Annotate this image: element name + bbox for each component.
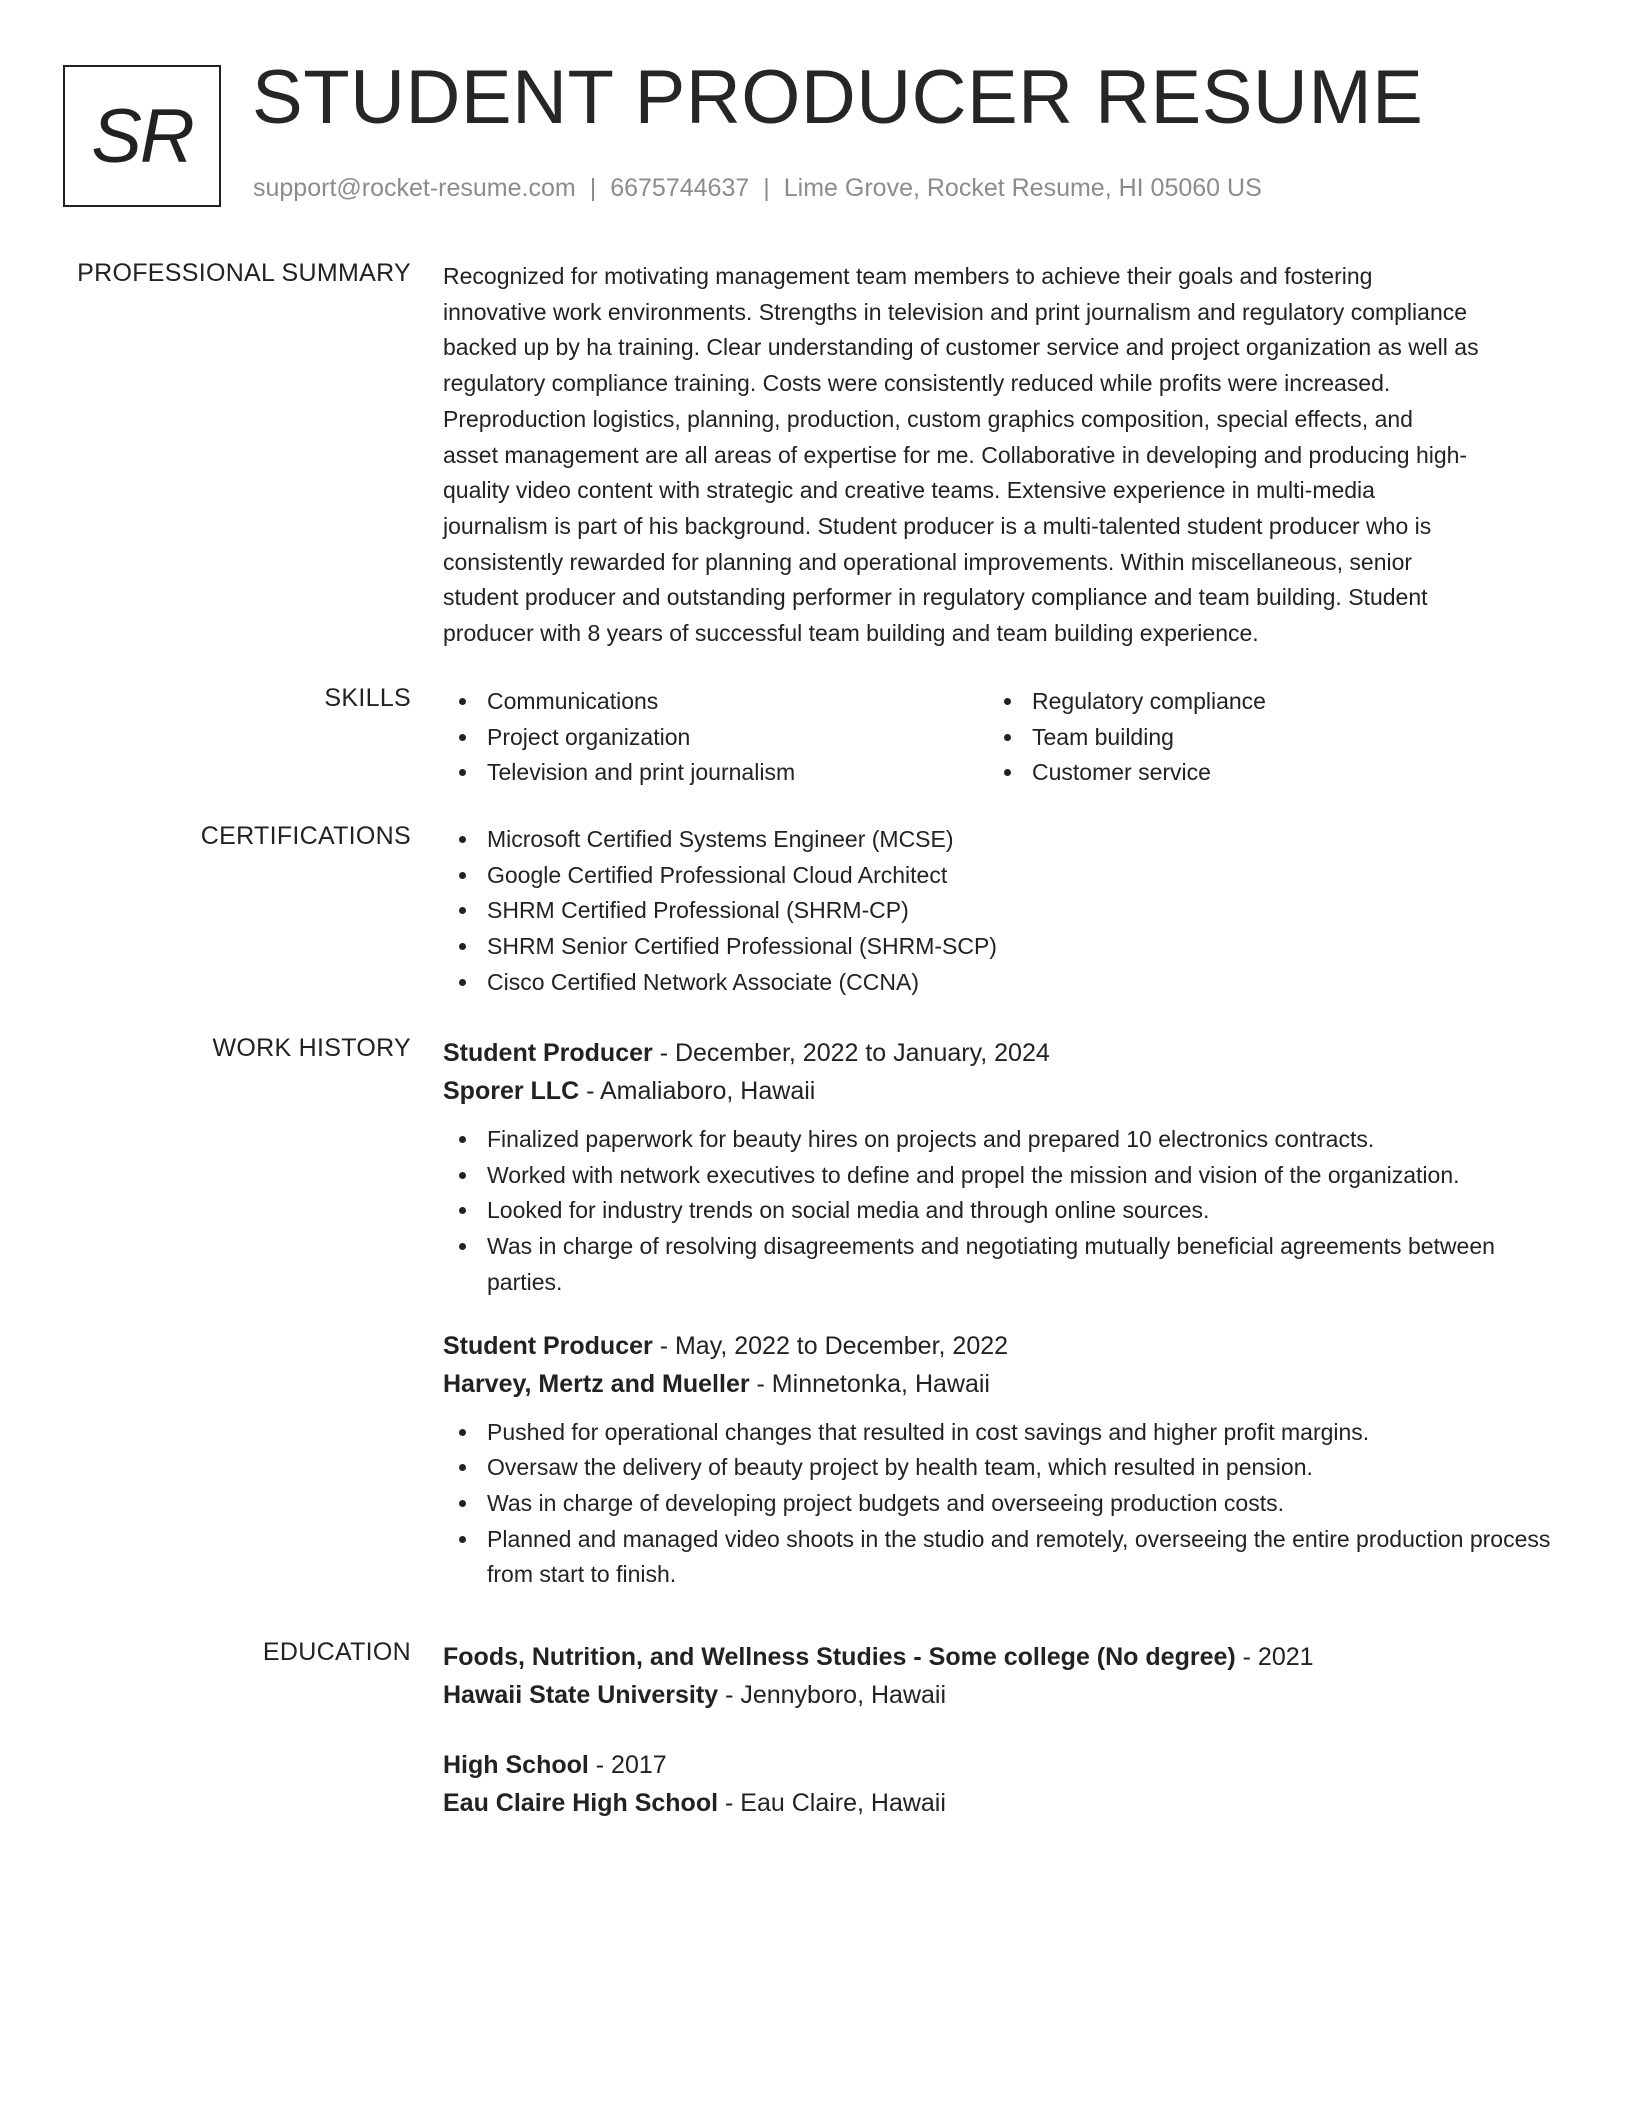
education-year: - 2017 xyxy=(588,1751,667,1779)
work-history-body xyxy=(443,1034,1553,1593)
job-company-line xyxy=(443,1072,1553,1110)
education-degree: Foods, Nutrition, and Wellness Studies - Some college (No degree) xyxy=(443,1643,1236,1671)
contact-separator: | xyxy=(589,174,597,202)
education-degree-line xyxy=(443,1746,1553,1784)
job-duty: Was in charge of developing project budgets and overseeing production costs. xyxy=(443,1486,1553,1522)
education-body xyxy=(443,1638,1553,1822)
contact-phone[interactable]: 6675744637 xyxy=(610,174,750,202)
summary-line: consistently rewarded for planning and operational improvements. Within miscellaneous, senior xyxy=(443,548,1413,575)
education-heading: EDUCATION xyxy=(262,1638,411,1666)
certification-item: Google Certified Professional Cloud Architect xyxy=(443,858,1553,894)
education-degree-line xyxy=(443,1638,1553,1676)
summary-line: Recognized for motivating management team members to achieve their goals and fostering xyxy=(443,263,1373,289)
education-school: Eau Claire High School xyxy=(443,1789,719,1817)
education-location: - Eau Claire, Hawaii xyxy=(718,1789,946,1817)
job-location: - Amaliaboro, Hawaii xyxy=(579,1077,816,1105)
job-title-line xyxy=(443,1327,1553,1365)
skills-list-left xyxy=(443,684,988,791)
job-duty: Planned and managed video shoots in the studio and remotely, overseeing the entire production process from start to finish. xyxy=(443,1522,1553,1593)
monogram-badge xyxy=(63,65,221,207)
job-title-line xyxy=(443,1034,1553,1072)
summary-line: producer with 8 years of successful team building and team building experience. xyxy=(443,620,1259,647)
summary-line: quality video content with strategic and creative teams. Extensive experience in multi-media xyxy=(443,477,1375,504)
certifications-body xyxy=(443,822,1553,1001)
skill-item: Customer service xyxy=(988,755,1533,791)
education-entry xyxy=(443,1746,1553,1822)
summary-line: regulatory compliance training. Costs were consistently reduced while profits were increased. xyxy=(443,370,1391,397)
job-duty: Oversaw the delivery of beauty project by health team, which resulted in pension. xyxy=(443,1450,1553,1486)
education-degree: High School xyxy=(443,1751,589,1779)
page-title: STUDENT PRODUCER RESUME xyxy=(252,55,1424,140)
job-duties-list xyxy=(443,1415,1553,1594)
job-company: Harvey, Mertz and Mueller xyxy=(443,1369,750,1398)
certification-item: SHRM Senior Certified Professional (SHRM-SCP) xyxy=(443,929,1553,965)
job-entry xyxy=(443,1034,1553,1301)
summary-line: student producer and outstanding performer in regulatory compliance and team building. Student xyxy=(443,584,1428,611)
summary-body xyxy=(443,259,1553,652)
certifications-list xyxy=(443,822,1553,1001)
education-school-line xyxy=(443,1784,1553,1822)
job-duty: Finalized paperwork for beauty hires on projects and prepared 10 electronics contracts. xyxy=(443,1122,1553,1158)
summary-line: backed up by ha training. Clear understanding of customer service and project organization as well as xyxy=(443,334,1479,361)
certification-item: Microsoft Certified Systems Engineer (MCSE) xyxy=(443,822,1553,858)
contact-email[interactable]: support@rocket-resume.com xyxy=(253,174,576,202)
certification-item: SHRM Certified Professional (SHRM-CP) xyxy=(443,893,1553,929)
contact-line xyxy=(253,174,1262,203)
job-company: Sporer LLC xyxy=(443,1077,580,1105)
contact-address: Lime Grove, Rocket Resume, HI 05060 US xyxy=(783,174,1262,202)
skills-heading: SKILLS xyxy=(324,684,411,712)
job-dates: - December, 2022 to January, 2024 xyxy=(652,1039,1050,1067)
work-history-heading: WORK HISTORY xyxy=(212,1034,411,1062)
job-title: Student Producer xyxy=(443,1331,653,1360)
contact-separator: | xyxy=(763,174,770,202)
job-duty: Worked with network executives to define and propel the mission and vision of the organization. xyxy=(443,1158,1553,1194)
skills-body xyxy=(443,684,1553,791)
education-school-line xyxy=(443,1676,1553,1714)
skill-item: Regulatory compliance xyxy=(988,684,1533,720)
skill-item: Communications xyxy=(443,684,988,720)
summary-line: asset management are all areas of expertise for me. Collaborative in developing and producing high- xyxy=(443,441,1468,468)
job-company-line xyxy=(443,1365,1553,1403)
job-title: Student Producer xyxy=(443,1039,653,1067)
job-dates: - May, 2022 to December, 2022 xyxy=(652,1331,1009,1360)
skill-item: Television and print journalism xyxy=(443,755,988,791)
job-duty: Looked for industry trends on social media and through online sources. xyxy=(443,1193,1553,1229)
job-entry xyxy=(443,1327,1553,1594)
job-location: - Minnetonka, Hawaii xyxy=(749,1369,990,1398)
job-duties-list xyxy=(443,1122,1553,1301)
education-school: Hawaii State University xyxy=(443,1681,719,1709)
certifications-heading: CERTIFICATIONS xyxy=(200,822,411,850)
certification-item: Cisco Certified Network Associate (CCNA) xyxy=(443,965,1553,1001)
education-entry xyxy=(443,1638,1553,1714)
monogram-initials: SR xyxy=(91,93,193,179)
education-location: - Jennyboro, Hawaii xyxy=(718,1681,947,1709)
job-duty: Was in charge of resolving disagreements and negotiating mutually beneficial agreements between parties. xyxy=(443,1229,1553,1300)
skills-list-right xyxy=(988,684,1533,791)
summary-heading: PROFESSIONAL SUMMARY xyxy=(77,259,411,287)
summary-line: journalism is part of his background. Student producer is a multi-talented student producer who is xyxy=(443,512,1432,539)
education-year: - 2021 xyxy=(1235,1643,1314,1671)
summary-line: Preproduction logistics, planning, production, custom graphics composition, special effects, and xyxy=(443,405,1413,432)
summary-line: innovative work environments. Strengths in television and print journalism and regulatory compliance xyxy=(443,298,1468,325)
skill-item: Team building xyxy=(988,720,1533,756)
skill-item: Project organization xyxy=(443,720,988,756)
job-duty: Pushed for operational changes that resulted in cost savings and higher profit margins. xyxy=(443,1415,1553,1451)
